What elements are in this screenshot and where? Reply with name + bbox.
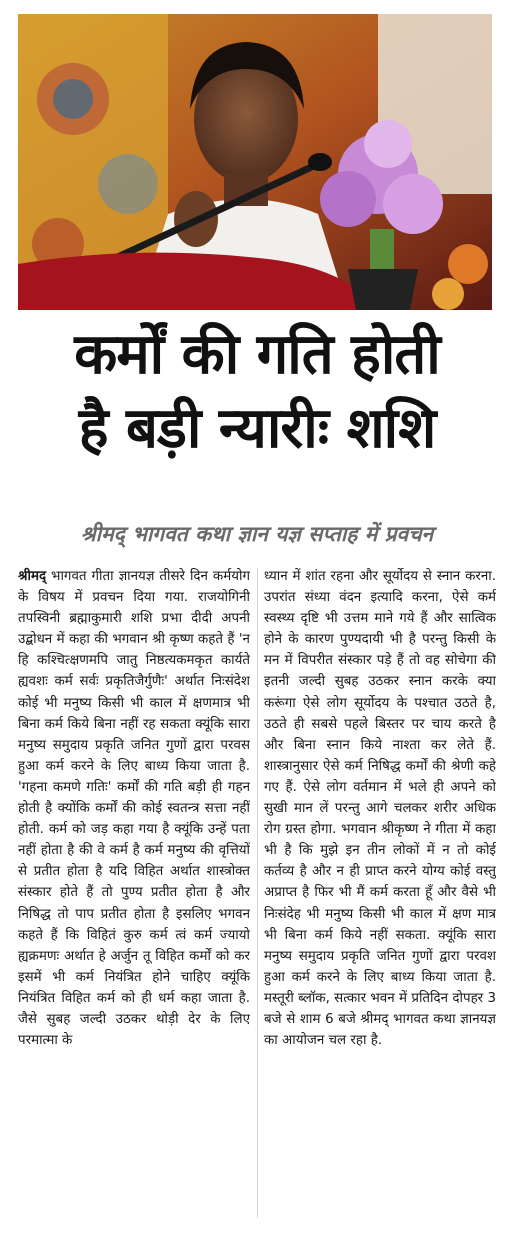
subheadline: श्रीमद् भागवत कथा ज्ञान यज्ञ सप्ताह में प्रवचन	[80, 522, 434, 546]
article-column-2	[264, 566, 496, 1226]
headline-line-2: है बड़ी न्यारीः शशि	[78, 396, 436, 461]
headline	[18, 318, 496, 466]
speaker-photo	[18, 14, 492, 310]
headline-line-1: कर्मों की गति होती	[74, 322, 440, 387]
column-2-text: ध्यान में शांत रहना और सूर्योदय से स्नान करना. उपरांत संध्या वंदन इत्यादि करना, ऐसे कर्म स्वस्थ्य दृष्टि भी उत्तम माने गये हैं और सात्विक होने के कारण पुण्यदायी भी है परन्तु किसी के मन में विपरीत संस्कार पड़े हैं तो वह सोचेगा की इतनी जल्दी सुबह उठकर स्नान करके क्या करूंगा ऐसे लोग सूर्योदय के पश्चात उठते है, उठते ही सबसे पहले बिस्तर पर चाय करते है और बिना स्नान किये नाश्ता कर लेते हैं. शास्त्रानुसार ऐसे कर्म निषिद्ध कर्मों की श्रेणी कहे गए हैं. ऐसे लोग वर्तमान में भले ही अपने को सुखी मान लें परन्तु आगे चलकर शरीर अधिक रोग ग्रस्त होगा. भगवान श्रीकृष्ण ने गीता में कहा भी है कि मुझे इन तीन लोकों में न तो कोई कर्तव्य है और न ही प्राप्त करने योग्य कोई वस्तु अप्राप्त है फिर भी मैं कर्म करता हूँ और वैसे भी निःसंदेह भी मनुष्य किसी भी काल में क्षण मात्र भी बिना कर्म किये नहीं सकता. क्यूंकि सारा मनुष्य समुदाय प्रकृति जनित गुणों द्वारा परवश हुआ कर्म करने के लिए बाध्य किया जाता है. मस्तूरी ब्लॉक, सत्कार भवन में प्रतिदिन दोपहर 3 बजे से शाम 6 बजे श्रीमद् भागवत कथा ज्ञानयज्ञ का आयोजन चल रहा है.	[264, 569, 496, 1049]
lead-word: श्रीमद्	[18, 569, 47, 584]
column-1-text: भागवत गीता ज्ञानयज्ञ तीसरे दिन कर्मयोग के विषय में प्रवचन दिया गया. राजयोगिनी तपस्विनी ब्रह्माकुमारी शशि प्रभा दीदी अपनी उद्बोधन में कहा की भगवान श्री कृष्ण कहते हैं 'न हि कश्चित्क्षणमपि जातु निष्ठत्यकमकृत कार्यते ह्यवशः कर्म सर्वः प्रकृतिजैर्गुणैः' अर्थात निःसंदेश कोई भी मनुष्य किसी भी काल में क्षणमात्र भी बिना कर्म किये बिना नहीं रह सकता क्यूंकि सारा मनुष्य समुदाय प्रकृति जनित गुणों द्वारा परवस हुआ कर्म करने के लिए बाध्य किया जाता है. 'गहना कमणे गतिः' कर्मों की गति बड़ी ही गहन होती है क्योंकि कर्मों की कोई स्वतन्त्र सत्ता नहीं होती. कर्म को जड़ कहा गया है क्यूंकि उन्हें पता नहीं होता है की वे कर्म है कर्म मनुष्य की वृत्तियों से प्रतीत होता है यदि विहित अर्थात शास्त्रोक्त संस्कार होते हैं तो पुण्य प्रतीत होता है और निषिद्ध तो पाप प्रतीत होता है इसलिए भगवन कहते हैं कि विहितं कुरु कर्म त्वं कर्म ज्यायो ह्यक्रमणः अर्थात हे अर्जुन तू विहित कर्मों को कर इसमें भी कर्म नियंत्रित होने चाहिए क्यूंकि नियंत्रित विहित कर्म को ही धर्म कहा जाता है. जैसे सुबह जल्दी उठकर थोड़ी देर के लिए परमात्मा के	[18, 569, 250, 1049]
article-body	[18, 566, 496, 1226]
column-divider	[257, 568, 258, 1218]
article-column-1	[18, 566, 250, 1226]
